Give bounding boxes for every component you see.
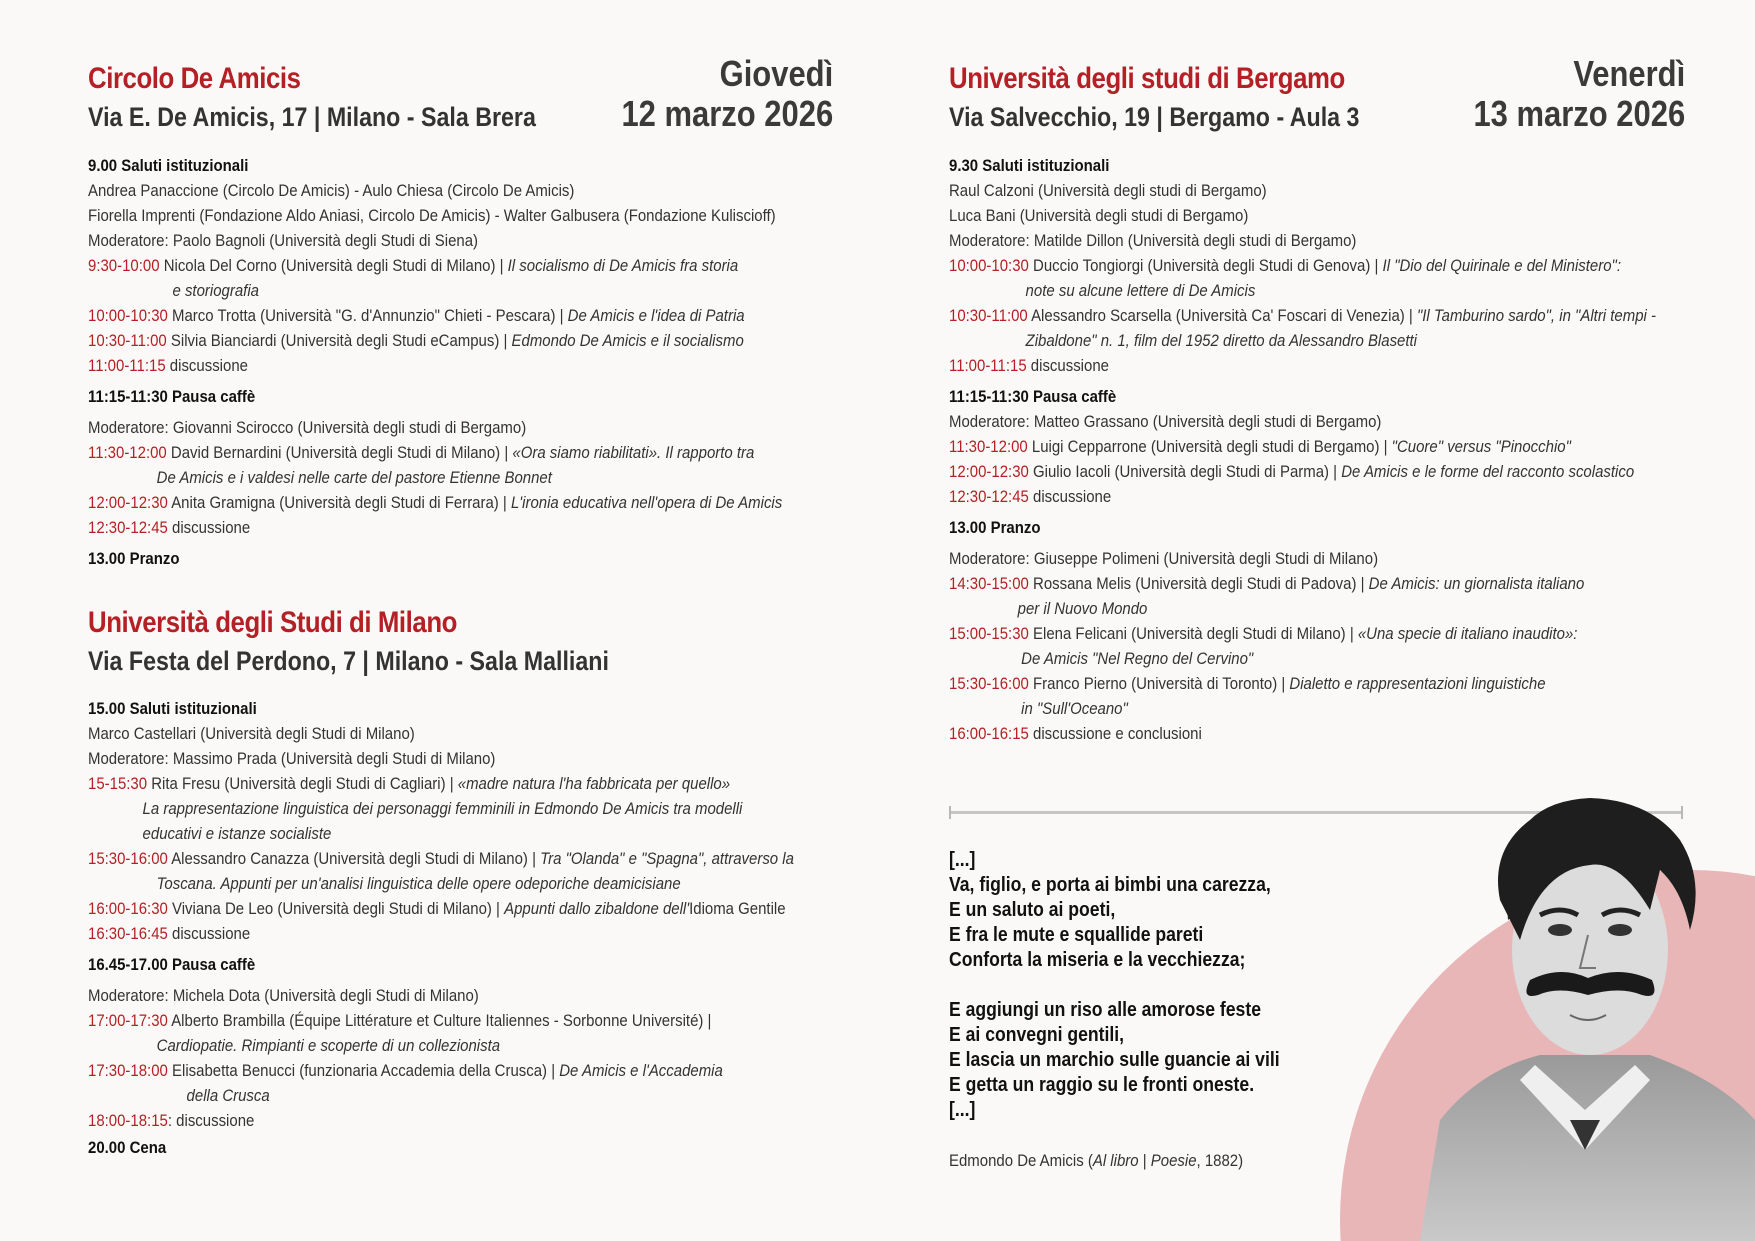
poem-line: [...] (949, 1099, 976, 1121)
talk-speaker: Rossana Melis (Università degli Studi di Padova) | (1028, 574, 1369, 593)
moderator: Moderatore: Giuseppe Polimeni (Università degli Studi di Milano) (949, 549, 1379, 568)
talk (88, 896, 794, 921)
talk-speaker: : discussione (167, 1111, 255, 1130)
date-header-day1 (621, 54, 833, 134)
talk-speaker: Elena Felicani (Università degli Studi di Milano) | (1028, 624, 1358, 643)
talk (949, 353, 1656, 378)
talk-title: L'ironia educativa nell'opera di De Amicis (510, 493, 783, 512)
talk (949, 484, 1656, 509)
talk-title: Idioma Gentile (689, 899, 786, 918)
talk-title-cont: in "Sull'Oceano" (1021, 699, 1128, 718)
program-unibg (949, 153, 1752, 746)
talk-speaker: Anita Gramigna (Università degli Studi di Ferrara) | (167, 493, 511, 512)
talk-title: Tra "Olanda" e "Spagna", attraverso la (540, 849, 794, 868)
talk-time: 18:00-18:15 (88, 1111, 168, 1130)
session-heading: 9.00 Saluti istituzionali (88, 156, 249, 175)
poem-line: Conforta la miseria e la vecchiezza; (949, 949, 1246, 971)
talk-speaker: Nicola Del Corno (Università degli Studi di Milano) | (159, 256, 508, 275)
talk-title-cont: note su alcune lettere di De Amicis (1025, 281, 1256, 300)
poem-line: E fra le mute e squallide pareti (949, 924, 1204, 946)
weekday: Giovedì (719, 53, 833, 94)
venue-name: Circolo De Amicis (88, 62, 301, 95)
talk-speaker: discussione (1028, 487, 1112, 506)
portrait-image (1420, 790, 1755, 1241)
talk-title-cont: per il Nuovo Mondo (1017, 599, 1148, 618)
talk-time: 12:30-12:45 (88, 518, 168, 537)
moderator: Moderatore: Paolo Bagnoli (Università degli Studi di Siena) (88, 231, 479, 250)
poem-credit: Edmondo De Amicis (Al libro | Poesie, 1882) (949, 1151, 1244, 1170)
talk-time: 12:00-12:30 (949, 462, 1029, 481)
weekday: Venerdì (1573, 53, 1685, 94)
talk-title-cont: De Amicis e i valdesi nelle carte del pastore Etienne Bonnet (156, 468, 552, 487)
talk-title: De Amicis e le forme del racconto scolastico (1341, 462, 1635, 481)
talk-time: 15:00-15:30 (949, 624, 1029, 643)
talk-title-cont: Cardiopatie. Rimpianti e scoperte di un collezionista (156, 1036, 501, 1055)
venue-header-unibg (949, 62, 1426, 133)
program-circolo (88, 153, 877, 571)
venue-address: Via Festa del Perdono, 7 | Milano - Sala Malliani (88, 646, 609, 676)
talk-time: 15:30-16:00 (949, 674, 1029, 693)
venue-name: Università degli studi di Bergamo (949, 62, 1345, 95)
lunch: 13.00 Pranzo (949, 518, 1041, 537)
talk (949, 621, 1656, 646)
break: 11:15-11:30 Pausa caffè (88, 387, 256, 406)
talk-title: Il "Dio del Quirinale e del Ministero": (1382, 256, 1622, 275)
talk-time: 10:30-11:00 (949, 306, 1028, 325)
talk-time: 16:30-16:45 (88, 924, 168, 943)
talk-speaker: Giulio Iacoli (Università degli Studi di Parma) | (1028, 462, 1342, 481)
talk (88, 921, 794, 946)
dinner: 20.00 Cena (88, 1138, 167, 1157)
talk (88, 771, 794, 796)
talk-time: 9:30-10:00 (88, 256, 160, 275)
talk-speaker: Duccio Tongiorgi (Università degli Studi di Genova) | (1028, 256, 1383, 275)
moderator: Moderatore: Matilde Dillon (Università degli studi di Bergamo) (949, 231, 1357, 250)
talk-title: Dialetto e rappresentazioni linguistiche (1289, 674, 1546, 693)
talk-speaker: Silvia Bianciardi (Università degli Studi eCampus) | (166, 331, 512, 350)
talk (949, 721, 1656, 746)
talk-speaker: Elisabetta Benucci (funzionaria Accademia della Crusca) | (167, 1061, 560, 1080)
talk-speaker: discussione (1026, 356, 1109, 375)
moderator: Moderatore: Michela Dota (Università degli Studi di Milano) (88, 986, 479, 1005)
talk (949, 303, 1656, 328)
talk (88, 440, 782, 465)
talk (949, 671, 1656, 696)
talk-title: «Una specie di italiano inaudito»: (1357, 624, 1578, 643)
talk-time: 10:00-10:30 (88, 306, 168, 325)
poem-line: E aggiungi un riso alle amorose feste (949, 999, 1261, 1021)
talk-time: 16:00-16:15 (949, 724, 1029, 743)
talk (949, 459, 1656, 484)
venue-address: Via E. De Amicis, 17 | Milano - Sala Brera (88, 102, 536, 132)
lunch: 13.00 Pranzo (88, 549, 180, 568)
talk-title-cont: La rappresentazione linguistica dei personaggi femminili in Edmondo De Amicis tra modelli (142, 799, 743, 818)
date: 13 marzo 2026 (1473, 93, 1685, 134)
moderator: Moderatore: Giovanni Scirocco (Università degli studi di Bergamo) (88, 418, 527, 437)
talk-time: 14:30-15:00 (949, 574, 1029, 593)
talk (88, 490, 782, 515)
talk-title: Edmondo De Amicis e il socialismo (511, 331, 744, 350)
talk-title: "Il Tamburino sardo", in "Altri tempi - (1416, 306, 1657, 325)
talk-title-cont: della Crusca (186, 1086, 270, 1105)
talk-speaker: discussione (165, 356, 248, 375)
talk-title: De Amicis e l'Accademia (559, 1061, 723, 1080)
talk-speaker: discussione e conclusioni (1028, 724, 1202, 743)
venue-header-unimi (88, 606, 694, 677)
poem-line: E ai convegni gentili, (949, 1024, 1125, 1046)
talk-title: "Cuore" versus "Pinocchio" (1391, 437, 1571, 456)
poem-line: E un saluto ai poeti, (949, 899, 1116, 921)
talk-time: 10:00-10:30 (949, 256, 1029, 275)
venue-name: Università degli Studi di Milano (88, 606, 457, 639)
break: 11:15-11:30 Pausa caffè (949, 387, 1117, 406)
talk-title: Il socialismo di De Amicis fra storia (507, 256, 739, 275)
talk (949, 253, 1656, 278)
date: 12 marzo 2026 (621, 93, 833, 134)
talk-speaker: Alberto Brambilla (Équipe Littérature et Culture Italiennes - Sorbonne Université) | (167, 1011, 712, 1030)
talk-title: De Amicis: un giornalista italiano (1368, 574, 1585, 593)
session-heading: 9.30 Saluti istituzionali (949, 156, 1110, 175)
talk-speaker: Marco Trotta (Università "G. d'Annunzio" Chieti - Pescara) | (167, 306, 568, 325)
poem-line: [...] (949, 849, 976, 871)
poem-line: Va, figlio, e porta ai bimbi una carezza, (949, 874, 1271, 896)
talk-time: 17:30-18:00 (88, 1061, 168, 1080)
session-heading: 15.00 Saluti istituzionali (88, 699, 257, 718)
talk-title-cont: Toscana. Appunti per un'analisi linguistica delle opere odeporiche deamicisiane (156, 874, 681, 893)
talk-speaker: Alessandro Canazza (Università degli Studi di Milano) | (167, 849, 541, 868)
talk-title: «Ora siamo riabilitati». Il rapporto tra (512, 443, 755, 462)
moderator: Moderatore: Massimo Prada (Università degli Studi di Milano) (88, 749, 496, 768)
program-unimi (88, 696, 890, 1160)
talk (88, 1108, 794, 1133)
talk-time: 11:30-12:00 (949, 437, 1028, 456)
talk-speaker: Rita Fresu (Università degli Studi di Cagliari) | (147, 774, 458, 793)
talk-time: 12:00-12:30 (88, 493, 168, 512)
speaker-line: Andrea Panaccione (Circolo De Amicis) - Aulo Chiesa (Circolo De Amicis) (88, 181, 575, 200)
talk-time: 17:00-17:30 (88, 1011, 168, 1030)
talk-time: 11:00-11:15 (88, 356, 166, 375)
talk-time: 10:30-11:00 (88, 331, 167, 350)
poem (949, 848, 1325, 1123)
talk (949, 571, 1656, 596)
break: 16.45-17.00 Pausa caffè (88, 955, 256, 974)
speaker-line: Marco Castellari (Università degli Studi di Milano) (88, 724, 415, 743)
talk-time: 15:30-16:00 (88, 849, 168, 868)
talk-speaker: discussione (167, 518, 251, 537)
talk (88, 515, 782, 540)
talk-speaker: David Bernardini (Università degli Studi di Milano) | (166, 443, 513, 462)
talk-time: 15-15:30 (88, 774, 148, 793)
talk (88, 1058, 794, 1083)
talk-speaker: Alessandro Scarsella (Università Ca' Foscari di Venezia) | (1027, 306, 1417, 325)
poem-line: E lascia un marchio sulle guancie ai vili (949, 1049, 1280, 1071)
talk-title-cont: De Amicis "Nel Regno del Cervino" (1021, 649, 1254, 668)
talk-title: Appunti dallo zibaldone dell' (504, 899, 690, 918)
talk-time: 16:00-16:30 (88, 899, 168, 918)
talk (88, 253, 782, 278)
speaker-line: Raul Calzoni (Università degli studi di Bergamo) (949, 181, 1267, 200)
talk-title: De Amicis e l'idea di Patria (567, 306, 745, 325)
talk-title-cont: Zibaldone" n. 1, film del 1952 diretto da Alessandro Blasetti (1025, 331, 1418, 350)
talk-speaker: Luigi Cepparrone (Università degli studi di Bergamo) | (1027, 437, 1392, 456)
talk-time: 11:00-11:15 (949, 356, 1027, 375)
talk-speaker: Franco Pierno (Università di Toronto) | (1028, 674, 1290, 693)
talk-title: «madre natura l'ha fabbricata per quello» (457, 774, 731, 793)
talk (88, 846, 794, 871)
talk-time: 11:30-12:00 (88, 443, 167, 462)
talk-title-cont: e storiografia (172, 281, 259, 300)
talk (88, 353, 782, 378)
talk-time: 12:30-12:45 (949, 487, 1029, 506)
date-header-day2 (1473, 54, 1685, 134)
talk (88, 1008, 794, 1033)
talk-speaker: discussione (167, 924, 251, 943)
venue-header-circolo (88, 62, 609, 133)
poem-line: E getta un raggio su le fronti oneste. (949, 1074, 1255, 1096)
talk (949, 434, 1656, 459)
talk-speaker: Viviana De Leo (Università degli Studi di Milano) | (167, 899, 505, 918)
speaker-line: Fiorella Imprenti (Fondazione Aldo Aniasi, Circolo De Amicis) - Walter Galbusera (Fondazione Kuliscioff) (88, 206, 776, 225)
talk (88, 328, 782, 353)
venue-address: Via Salvecchio, 19 | Bergamo - Aula 3 (949, 102, 1360, 132)
moderator: Moderatore: Matteo Grassano (Università degli studi di Bergamo) (949, 412, 1382, 431)
talk-title-cont: educativi e istanze socialiste (142, 824, 332, 843)
speaker-line: Luca Bani (Università degli studi di Bergamo) (949, 206, 1249, 225)
talk (88, 303, 782, 328)
